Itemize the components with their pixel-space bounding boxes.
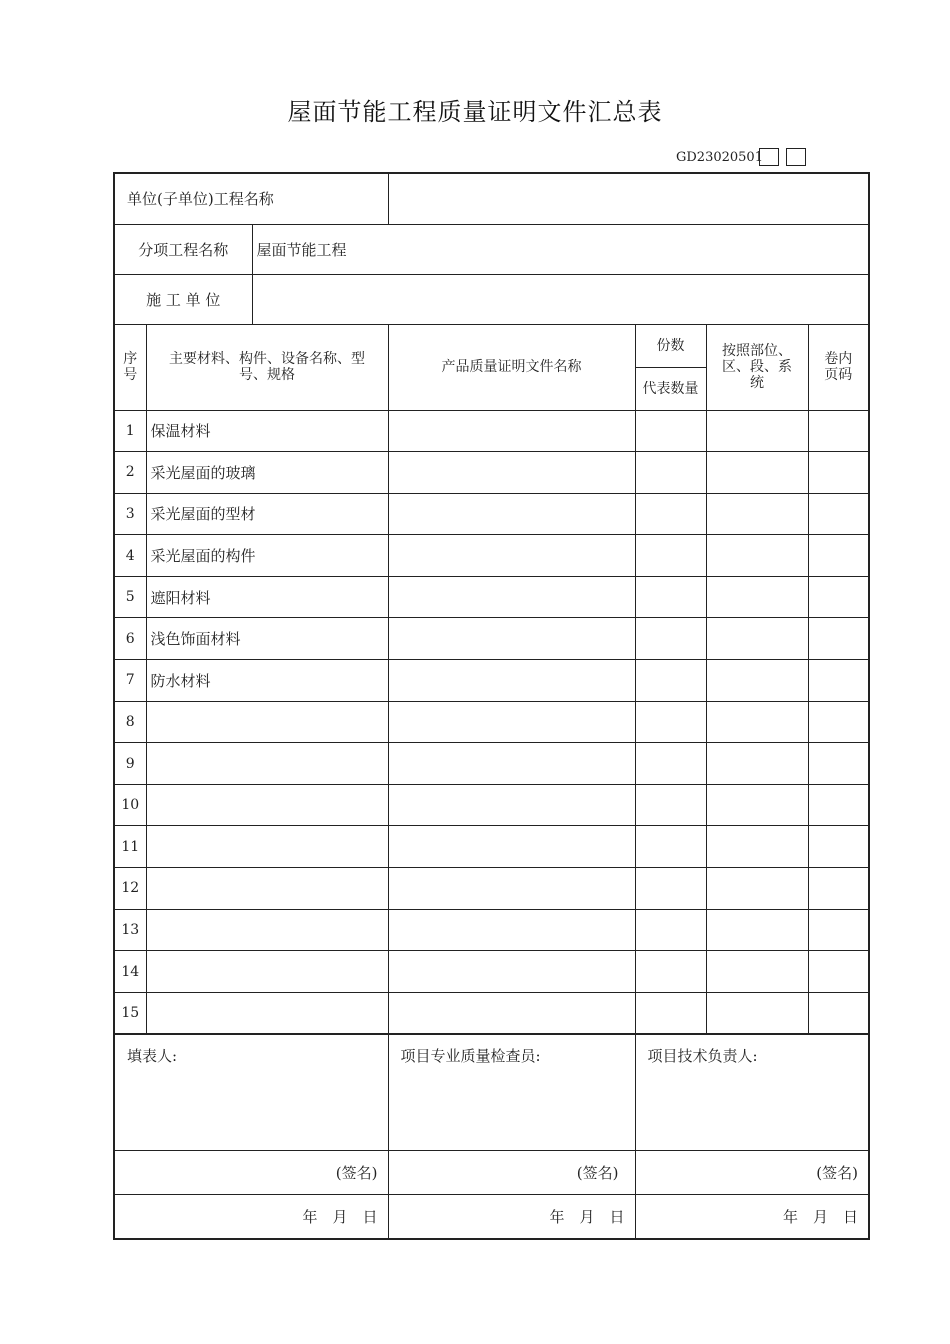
table-row bbox=[114, 743, 869, 785]
table-row bbox=[114, 452, 869, 494]
row-material[interactable]: 采光屋面的型材 bbox=[146, 493, 388, 535]
row-certificate[interactable] bbox=[388, 909, 635, 951]
row-material[interactable] bbox=[146, 909, 388, 951]
row-page[interactable] bbox=[808, 784, 869, 826]
summary-table bbox=[113, 172, 870, 1035]
row-certificate[interactable] bbox=[388, 868, 635, 910]
row-material[interactable]: 遮阳材料 bbox=[146, 576, 388, 618]
row-number: 2 bbox=[114, 452, 146, 494]
row-certificate[interactable] bbox=[388, 535, 635, 577]
table-row bbox=[114, 951, 869, 993]
row-location[interactable] bbox=[706, 951, 808, 993]
filler-date[interactable]: 年 月 日 bbox=[114, 1195, 388, 1239]
row-quantity[interactable] bbox=[635, 493, 706, 535]
header-quantity: 代表数量 bbox=[635, 367, 706, 410]
row-location[interactable] bbox=[706, 493, 808, 535]
table-row bbox=[114, 576, 869, 618]
table-row bbox=[114, 868, 869, 910]
row-material[interactable]: 保温材料 bbox=[146, 410, 388, 452]
code-box-2[interactable] bbox=[786, 148, 806, 166]
construction-unit-value[interactable] bbox=[252, 274, 869, 324]
page-title: 屋面节能工程质量证明文件汇总表 bbox=[287, 98, 663, 126]
table-row bbox=[114, 701, 869, 743]
row-quantity[interactable] bbox=[635, 410, 706, 452]
row-quantity[interactable] bbox=[635, 576, 706, 618]
row-number: 11 bbox=[114, 826, 146, 868]
row-certificate[interactable] bbox=[388, 701, 635, 743]
tech-lead-sign: (签名) bbox=[635, 1151, 869, 1195]
subitem-value[interactable]: 屋面节能工程 bbox=[252, 224, 869, 274]
tech-lead-label[interactable]: 项目技术负责人: bbox=[635, 1035, 869, 1151]
row-quantity[interactable] bbox=[635, 909, 706, 951]
row-certificate[interactable] bbox=[388, 452, 635, 494]
row-location[interactable] bbox=[706, 410, 808, 452]
table-row bbox=[114, 493, 869, 535]
row-location[interactable] bbox=[706, 618, 808, 660]
row-quantity[interactable] bbox=[635, 701, 706, 743]
row-quantity[interactable] bbox=[635, 992, 706, 1034]
row-location[interactable] bbox=[706, 743, 808, 785]
row-location[interactable] bbox=[706, 868, 808, 910]
table-row bbox=[114, 618, 869, 660]
row-certificate[interactable] bbox=[388, 576, 635, 618]
row-number: 7 bbox=[114, 660, 146, 702]
row-page[interactable] bbox=[808, 535, 869, 577]
row-page[interactable] bbox=[808, 951, 869, 993]
table-row bbox=[114, 535, 869, 577]
row-number: 1 bbox=[114, 410, 146, 452]
row-location[interactable] bbox=[706, 992, 808, 1034]
row-page[interactable] bbox=[808, 826, 869, 868]
unit-project-label: 单位(子单位)工程名称 bbox=[114, 173, 388, 224]
row-location[interactable] bbox=[706, 826, 808, 868]
row-page[interactable] bbox=[808, 992, 869, 1034]
row-quantity[interactable] bbox=[635, 535, 706, 577]
row-number: 4 bbox=[114, 535, 146, 577]
row-number: 3 bbox=[114, 493, 146, 535]
row-page[interactable] bbox=[808, 909, 869, 951]
row-material[interactable] bbox=[146, 784, 388, 826]
header-material: 主要材料、构件、设备名称、型号、规格 bbox=[146, 324, 388, 410]
subitem-label: 分项工程名称 bbox=[114, 224, 252, 274]
signature-table bbox=[113, 1034, 870, 1240]
row-certificate[interactable] bbox=[388, 493, 635, 535]
row-certificate[interactable] bbox=[388, 784, 635, 826]
row-number: 10 bbox=[114, 784, 146, 826]
header-location: 按照部位、区、段、系统 bbox=[706, 324, 808, 410]
row-page[interactable] bbox=[808, 743, 869, 785]
table-row bbox=[114, 826, 869, 868]
row-quantity[interactable] bbox=[635, 784, 706, 826]
row-number: 14 bbox=[114, 951, 146, 993]
row-location[interactable] bbox=[706, 909, 808, 951]
row-quantity[interactable] bbox=[635, 618, 706, 660]
row-number: 15 bbox=[114, 992, 146, 1034]
row-location[interactable] bbox=[706, 452, 808, 494]
row-material[interactable]: 防水材料 bbox=[146, 660, 388, 702]
header-seq: 序号 bbox=[114, 324, 146, 410]
tech-lead-date[interactable]: 年 月 日 bbox=[635, 1195, 869, 1239]
row-quantity[interactable] bbox=[635, 868, 706, 910]
row-page[interactable] bbox=[808, 576, 869, 618]
row-material[interactable] bbox=[146, 701, 388, 743]
row-number: 5 bbox=[114, 576, 146, 618]
row-material[interactable]: 采光屋面的玻璃 bbox=[146, 452, 388, 494]
inspector-sign: (签名) bbox=[388, 1151, 635, 1195]
row-page[interactable] bbox=[808, 452, 869, 494]
row-certificate[interactable] bbox=[388, 410, 635, 452]
header-certificate: 产品质量证明文件名称 bbox=[388, 324, 635, 410]
row-material[interactable] bbox=[146, 951, 388, 993]
filler-sign: (签名) bbox=[114, 1151, 388, 1195]
row-page[interactable] bbox=[808, 493, 869, 535]
table-row bbox=[114, 660, 869, 702]
row-material[interactable] bbox=[146, 992, 388, 1034]
table-row bbox=[114, 992, 869, 1034]
row-location[interactable] bbox=[706, 660, 808, 702]
row-location[interactable] bbox=[706, 576, 808, 618]
row-material[interactable]: 浅色饰面材料 bbox=[146, 618, 388, 660]
inspector-label[interactable]: 项目专业质量检查员: bbox=[388, 1035, 635, 1151]
row-material[interactable]: 采光屋面的构件 bbox=[146, 535, 388, 577]
code-box-1[interactable] bbox=[759, 148, 779, 166]
row-number: 6 bbox=[114, 618, 146, 660]
row-page[interactable] bbox=[808, 618, 869, 660]
row-number: 13 bbox=[114, 909, 146, 951]
table-row bbox=[114, 909, 869, 951]
row-quantity[interactable] bbox=[635, 660, 706, 702]
row-quantity[interactable] bbox=[635, 951, 706, 993]
row-quantity[interactable] bbox=[635, 743, 706, 785]
row-certificate[interactable] bbox=[388, 992, 635, 1034]
form-code: GD23020501 bbox=[676, 150, 763, 165]
table-row bbox=[114, 410, 869, 452]
inspector-date[interactable]: 年 月 日 bbox=[388, 1195, 635, 1239]
row-number: 9 bbox=[114, 743, 146, 785]
row-location[interactable] bbox=[706, 784, 808, 826]
row-certificate[interactable] bbox=[388, 826, 635, 868]
unit-project-value[interactable] bbox=[388, 173, 869, 224]
row-certificate[interactable] bbox=[388, 660, 635, 702]
filler-label[interactable]: 填表人: bbox=[114, 1035, 388, 1151]
header-copies: 份数 bbox=[635, 324, 706, 367]
row-location[interactable] bbox=[706, 701, 808, 743]
row-page[interactable] bbox=[808, 410, 869, 452]
row-quantity[interactable] bbox=[635, 452, 706, 494]
table-row bbox=[114, 784, 869, 826]
row-material[interactable] bbox=[146, 868, 388, 910]
construction-unit-label: 施 工 单 位 bbox=[114, 274, 252, 324]
header-page: 卷内页码 bbox=[808, 324, 869, 410]
row-location[interactable] bbox=[706, 535, 808, 577]
row-quantity[interactable] bbox=[635, 826, 706, 868]
row-number: 8 bbox=[114, 701, 146, 743]
row-material[interactable] bbox=[146, 743, 388, 785]
row-page[interactable] bbox=[808, 660, 869, 702]
row-number: 12 bbox=[114, 868, 146, 910]
row-page[interactable] bbox=[808, 868, 869, 910]
row-certificate[interactable] bbox=[388, 743, 635, 785]
row-page[interactable] bbox=[808, 701, 869, 743]
row-certificate[interactable] bbox=[388, 618, 635, 660]
row-certificate[interactable] bbox=[388, 951, 635, 993]
row-material[interactable] bbox=[146, 826, 388, 868]
